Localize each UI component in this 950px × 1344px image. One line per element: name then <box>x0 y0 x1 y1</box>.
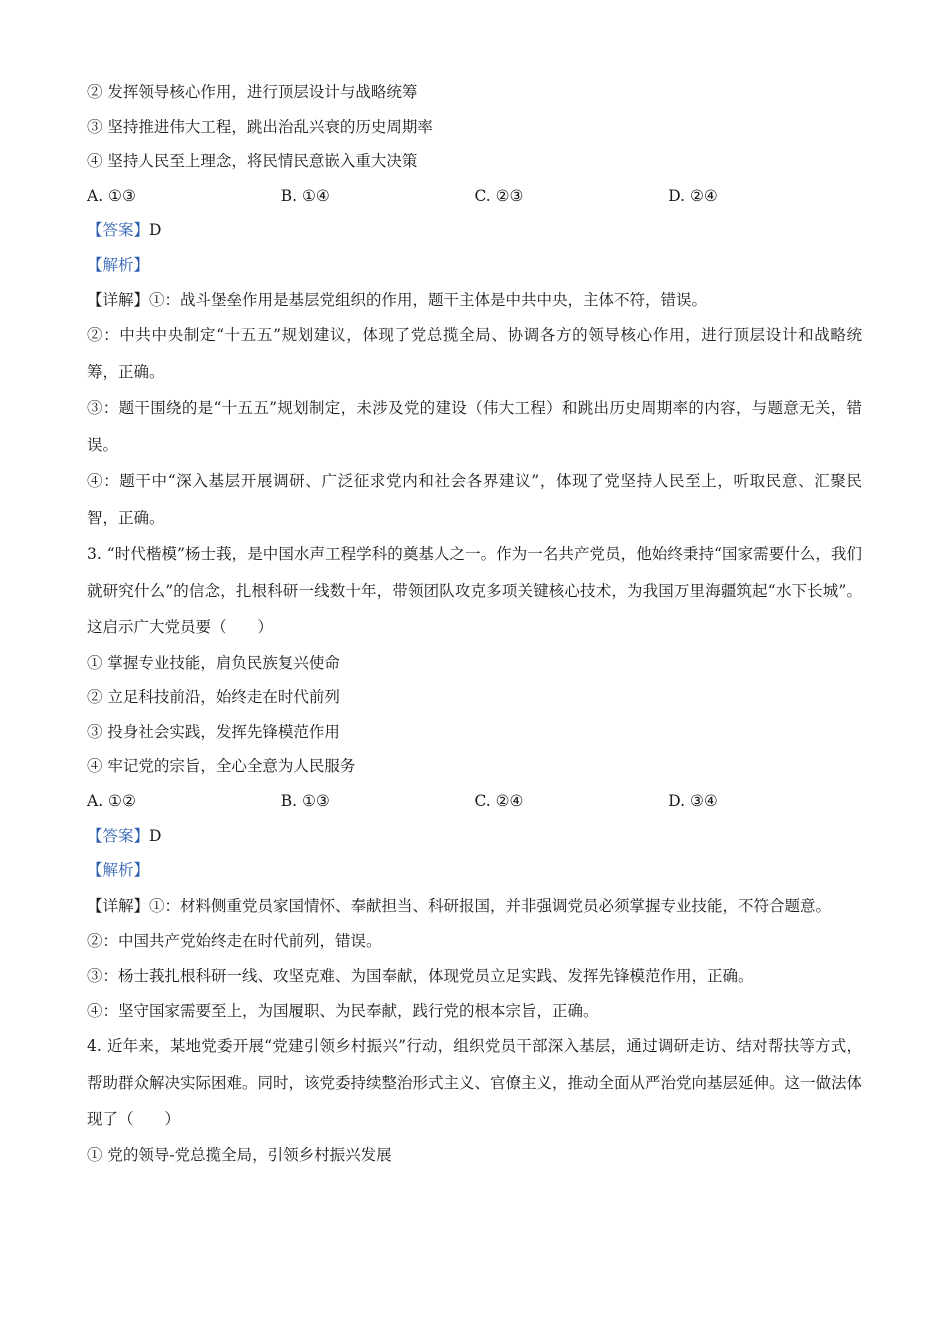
q3-item-3: ③ 投身社会实践，发挥先锋模范作用 <box>87 722 340 741</box>
q2-answer <box>87 213 862 248</box>
q4-stem: 4. 近年来，某地党委开展“党建引领乡村振兴”行动，组织党员干部深入基层，通过调研走访、结对帮扶等方式，帮助群众解决实际困难。同时，该党委持续整治形式主义、官僚主义，推动全面从严治党向基层延伸。这一做法体现了（ ） <box>87 1037 863 1129</box>
q2-option-a: A. ①③ <box>87 186 136 205</box>
q3-option-d: D. ③④ <box>668 792 718 811</box>
q3-item-1: ① 掌握专业技能，肩负民族复兴使命 <box>87 653 340 672</box>
q3-analysis-tag: 【解析】 <box>87 861 150 880</box>
document-page <box>87 75 862 1172</box>
q3-stem: 3. “时代楷模”杨士莪，是中国水声工程学科的奠基人之一。作为一名共产党员，他始终秉持“国家需要什么，我们就研究什么”的信念，扎根科研一线数十年，带领团队攻克多项关键核心技术，为我国万里海疆筑起“水下长城”。这启示广大党员要（ ） <box>87 545 862 637</box>
q3-item-2: ② 立足科技前沿，始终走在时代前列 <box>87 688 340 707</box>
q3-option-a: A. ①② <box>87 792 136 811</box>
q2-item-4: ④ 坚持人民至上理念，将民情民意嵌入重大决策 <box>87 152 418 171</box>
q4-item-1: ① 党的领导-党总揽全局，引领乡村振兴发展 <box>87 1145 392 1164</box>
q3-options <box>87 784 862 819</box>
q2-detail-2: ②：中共中央制定“十五五”规划建议，体现了党总揽全局、协调各方的领导核心作用，进行顶层设计和战略统筹，正确。 <box>87 326 862 381</box>
q3-answer-tag: 【答案】 <box>87 826 150 845</box>
q2-option-d: D. ②④ <box>668 186 718 205</box>
q2-item-2: ② 发挥领导核心作用，进行顶层设计与战略统筹 <box>87 83 418 101</box>
q3-answer <box>87 819 862 854</box>
q3-detail-2: ②：中国共产党始终走在时代前列，错误。 <box>87 932 382 951</box>
q3-detail-3: ③：杨士莪扎根科研一线、攻坚克难、为国奉献，体现党员立足实践、发挥先锋模范作用，正确。 <box>87 966 754 985</box>
q2-option-c: C. ②③ <box>474 186 524 205</box>
q3-item-4: ④ 牢记党的宗旨，全心全意为人民服务 <box>87 757 356 776</box>
q2-detail-3: ③：题干围绕的是“十五五”规划制定，未涉及党的建设（伟大工程）和跳出历史周期率的内容，与题意无关，错误。 <box>87 399 862 454</box>
q2-answer-value: D <box>149 221 162 240</box>
q3-option-b: B. ①③ <box>280 792 330 811</box>
q3-detail-1: 【详解】①：材料侧重党员家国情怀、奉献担当、科研报国，并非强调党员必须掌握专业技能，不符合题意。 <box>87 896 832 915</box>
q3-detail-4: ④：坚守国家需要至上，为国履职、为民奉献，践行党的根本宗旨，正确。 <box>87 1001 599 1020</box>
q2-detail-4: ④：题干中“深入基层开展调研、广泛征求党内和社会各界建议”，体现了党坚持人民至上，听取民意、汇聚民智，正确。 <box>87 472 862 527</box>
q3-option-c: C. ②④ <box>474 792 524 811</box>
q2-detail-1: 【详解】①：战斗堡垒作用是基层党组织的作用，题干主体是中共中央，主体不符，错误。 <box>87 290 708 309</box>
q2-option-b: B. ①④ <box>280 186 330 205</box>
q2-item-3: ③ 坚持推进伟大工程，跳出治乱兴衰的历史周期率 <box>87 117 433 136</box>
q2-options <box>87 179 862 214</box>
q2-answer-tag: 【答案】 <box>87 221 150 240</box>
q2-analysis-tag: 【解析】 <box>87 255 150 274</box>
q3-answer-value: D <box>149 826 162 845</box>
